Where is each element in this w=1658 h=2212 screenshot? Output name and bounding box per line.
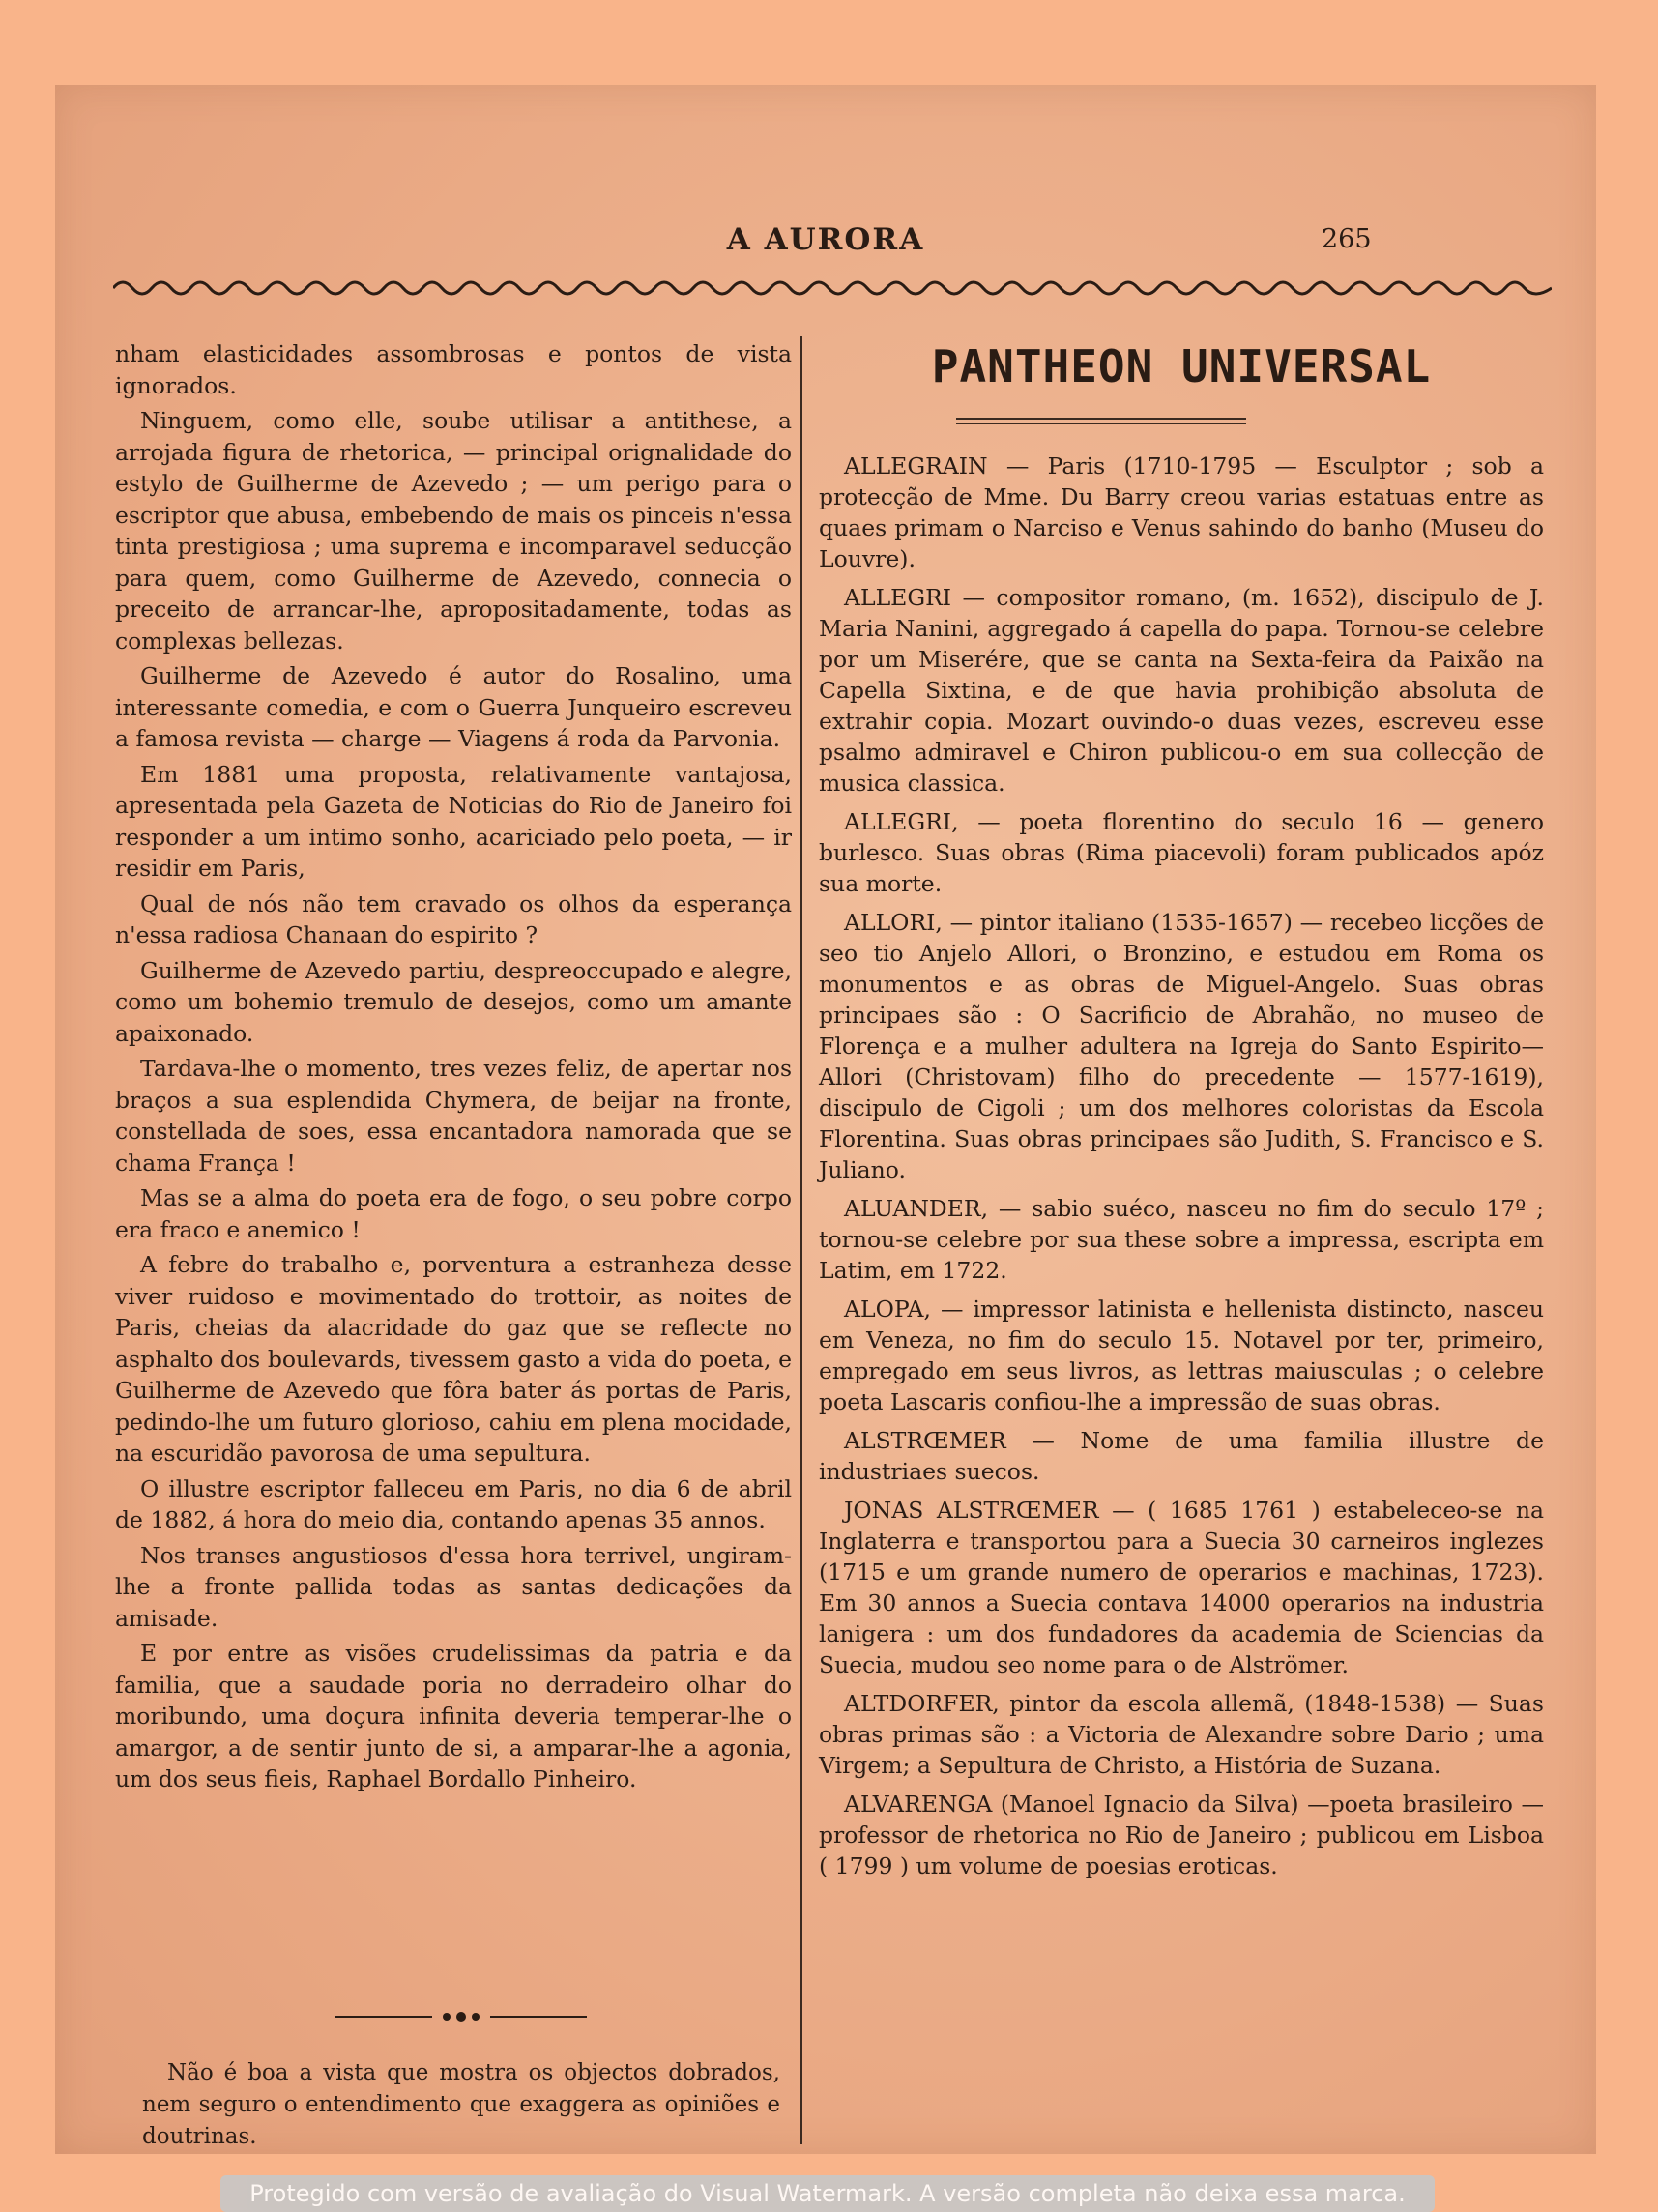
column-divider: [800, 336, 802, 2144]
pantheon-entry: ALLEGRI — compositor romano, (m. 1652), discipulo de J. Maria Nanini, aggregado á capella do papa. Tornou-se celebre por um Miserére, que se canta na Sexta-feira da Paixão na Capella Sixtina, e de que havia prohibição absoluta de extrahir copia. Mozart ouvindo-o duas vezes, escreveu esse psalmo admiravel e Chiron publicou-o em sua collecção de musica classica.: [819, 584, 1544, 797]
left-paragraph: Guilherme de Azevedo partiu, despreoccupado e alegre, como um bohemio tremulo de desejos, como um amante apaixonado.: [115, 956, 792, 1047]
left-column: [115, 338, 792, 1795]
page-number: 265: [1322, 224, 1372, 254]
left-paragraph: Qual de nós não tem cravado os olhos da esperança n'essa radiosa Chanaan do espirito ?: [115, 889, 792, 948]
pantheon-entry: ALLEGRAIN — Paris (1710-1795 — Esculptor ; sob a protecção de Mme. Du Barry creou varias estatuas entre as quaes primam o Narciso e Venus sahindo do banho (Museu do Louvre).: [819, 452, 1544, 572]
quote-text: Não é boa a vista que mostra os objectos dobrados, nem seguro o entendimento que exaggera as opiniões e doutrinas.: [142, 2060, 780, 2149]
left-paragraph: Em 1881 uma proposta, relativamente vantajosa, apresentada pela Gazeta de Noticias do Rio de Janeiro foi responder a um intimo sonho, acariciado pelo poeta, — ir residir em Paris,: [115, 760, 792, 882]
pantheon-entry: ALLEGRI, — poeta florentino do seculo 16 — genero burlesco. Suas obras (Rima piacevoli) foram publicados apóz sua morte.: [819, 808, 1544, 897]
left-paragraph: Mas se a alma do poeta era de fogo, o seu pobre corpo era fraco e anemico !: [115, 1184, 792, 1243]
pantheon-entry: JONAS ALSTRŒMER — ( 1685 1761 ) estabeleceo-se na Inglaterra e transportou para a Suecia 30 carneiros inglezes (1715 e um grande numero de operarios e machinas, 1723). Em 30 annos a Suecia contava 14000 operarios na industria lanigera : um dos fundadores da academia de Sciencias da Suecia, mudou seo nome para o de Alströmer.: [819, 1497, 1544, 1678]
closing-quote: [142, 2057, 780, 2153]
header-ornament-rule: [113, 276, 1552, 300]
left-paragraph: O illustre escriptor falleceu em Paris, no dia 6 de abril de 1882, á hora do meio dia, contando apenas 35 annos.: [115, 1474, 792, 1533]
page-header: [55, 222, 1596, 271]
left-paragraph: Tardava-lhe o momento, tres vezes feliz, de apertar nos braços a sua esplendida Chymera, de beijar na fronte, constellada de soes, essa encantadora namorada que se chama França !: [115, 1055, 792, 1177]
publication-title: A AURORA: [726, 222, 925, 257]
right-column: [819, 451, 1544, 1881]
left-paragraph: E por entre as visões crudelissimas da patria e da familia, que a saudade poria no derradeiro olhar do moribundo, uma doçura infinita deveria temperar-lhe o amargor, a de sentir junto de si, a amparar-lhe a agonia, um dos seus fieis, Raphael Bordallo Pinheiro.: [115, 1640, 792, 1792]
pantheon-entry: ALVARENGA (Manoel Ignacio da Silva) —poeta brasileiro — professor de rhetorica no Rio de Janeiro ; publicou em Lisboa ( 1799 ) um volume de poesias eroticas.: [819, 1790, 1544, 1879]
watermark-banner: Protegido com versão de avaliação do Visual Watermark. A versão completa não deixa essa marca.: [220, 2175, 1435, 2212]
left-paragraph: nham elasticidades assombrosas e pontos de vista ignorados.: [115, 340, 792, 399]
end-ornament: [335, 2009, 587, 2024]
left-paragraph: Guilherme de Azevedo é autor do Rosalino, uma interessante comedia, e com o Guerra Junqueiro escreveu a famosa revista — charge — Viagens á roda da Parvonia.: [115, 662, 792, 752]
pantheon-entry: ALUANDER, — sabio suéco, nasceu no fim do seculo 17º ; tornou-se celebre por sua these sobre a impressa, escripta em Latim, em 1722.: [819, 1195, 1544, 1284]
section-heading: PANTHEON UNIVERSAL: [931, 340, 1432, 393]
pantheon-entry: ALTDORFER, pintor da escola allemã, (1848-1538) — Suas obras primas são : a Victoria de Alexandre sobre Dario ; uma Virgem; a Sepultura de Christo, a História de Suzana.: [819, 1690, 1544, 1779]
newspaper-page: [55, 85, 1596, 2154]
pantheon-entry: ALLORI, — pintor italiano (1535-1657) — recebeo licções de seo tio Anjelo Allori, o Bronzino, e estudou em Roma os monumentos e as obras de Miguel-Angelo. Suas obras principaes são : O Sacrificio de Abrahão, no museo de Florença e a mulher adultera na Igreja do Santo Espirito—Allori (Christovam) filho do precedente — 1577-1619), discipulo de Cigoli ; um dos melhores coloristas da Escola Florentina. Suas obras principaes são Judith, S. Francisco e S. Juliano.: [819, 909, 1544, 1183]
pantheon-entry: ALSTRŒMER — Nome de uma familia illustre de industriaes suecos.: [819, 1427, 1544, 1485]
left-paragraph: Ninguem, como elle, soube utilisar a antithese, a arrojada figura de rhetorica, — principal orignalidade do estylo de Guilherme de Azevedo ; — um perigo para o escriptor que abusa, embebendo de mais os pinceis n'essa tinta prestigiosa ; uma suprema e incomparavel seducção para quem, como Guilherme de Azevedo, connecia o preceito de arrancar-lhe, apropositadamente, todas as complexas bellezas.: [115, 407, 792, 655]
heading-rule: [956, 418, 1246, 424]
left-paragraph: Nos transes angustiosos d'essa hora terrivel, ungiram-lhe a fronte pallida todas as santas dedicações da amisade.: [115, 1541, 792, 1632]
pantheon-entry: ALOPA, — impressor latinista e hellenista distincto, nasceu em Veneza, no fim do seculo 15. Notavel por ter, primeiro, empregado em seus livros, as lettras maiusculas ; o celebre poeta Lascaris confiou-lhe a impressão de suas obras.: [819, 1295, 1544, 1415]
left-paragraph: A febre do trabalho e, porventura a estranheza desse viver ruidoso e movimentado do trottoir, as noites de Paris, cheias da alacridade do gaz que se reflecte no asphalto dos boulevards, tivessem gasto a vida do poeta, e Guilherme de Azevedo que fôra bater ás portas de Paris, pedindo-lhe um futuro glorioso, cahiu em plena mocidade, na escuridão pavorosa de uma sepultura.: [115, 1251, 792, 1467]
